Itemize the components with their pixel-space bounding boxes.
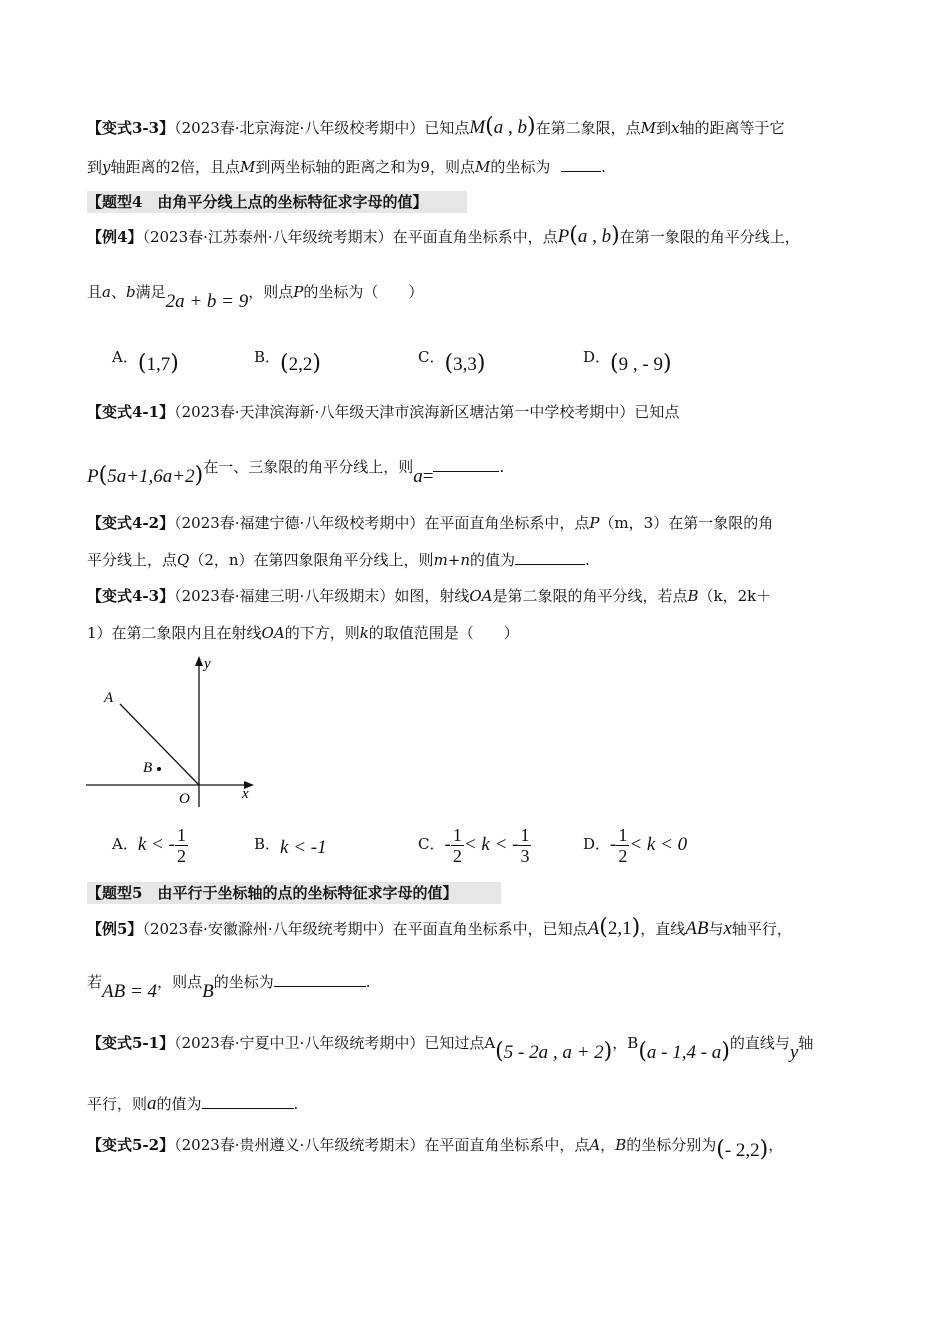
variant-5-1-line-1: 【变式5-1】（2023春·宁夏中卫·八年级统考期中）已知过点A(5 - 2a , a + 2)，B(a - 1,4 - a)的直线与y轴 xyxy=(87,1034,814,1064)
option-a[interactable]: A．(1,7) xyxy=(112,348,179,376)
section-header-4: 【题型4 由角平分线上点的坐标特征求字母的值】 xyxy=(87,191,467,213)
coords: a , b xyxy=(493,117,527,138)
example-4-line-2: 且a、b满足2a + b = 9，则点P的坐标为（ ） xyxy=(87,283,424,312)
option-b[interactable]: B．k < -1 xyxy=(254,835,327,858)
example-5-line-2: 若AB = 4，则点B的坐标为 . xyxy=(87,973,371,1002)
answer-blank[interactable] xyxy=(274,972,366,987)
equation: 2a + b = 9 xyxy=(165,291,249,312)
variant-5-1-line-2: 平行，则a的值为 . xyxy=(87,1093,299,1114)
example-4-line-1: 【例4】（2023春·江苏泰州·八年级统考期末）在平面直角坐标系中，点P(a , b)在第一象限的角平分线上， xyxy=(87,223,800,248)
variant-tag: 【变式3-3】 xyxy=(87,119,175,137)
section-header-5: 【题型5 由平行于坐标轴的点的坐标特征求字母的值】 xyxy=(87,882,501,904)
variant-3-3-line-2: 到y轴距离的2倍，且点M到两坐标轴的距离之和为9，则点M的坐标为 . xyxy=(87,158,606,176)
answer-blank[interactable] xyxy=(433,457,499,472)
option-d[interactable]: D．(9 , - 9) xyxy=(583,348,672,376)
variant-4-1-line-2: P(5a+1,6a+2)在一、三象限的角平分线上，则a= . xyxy=(87,458,505,488)
variant-4-2-line-1: 【变式4-2】（2023春·福建宁德·八年级校考期中）在平面直角坐标系中，点P（m，3）在第一象限的角 xyxy=(87,514,774,532)
label-a: A xyxy=(104,690,114,706)
point-m: M xyxy=(469,117,486,138)
coordinate-figure xyxy=(84,652,264,812)
variant-5-2-line-1: 【变式5-2】（2023春·贵州遵义·八年级统考期末）在平面直角坐标系中，点A，B的坐标分别为(- 2,2)， xyxy=(87,1136,784,1162)
option-b[interactable]: B．(2,2) xyxy=(254,348,321,376)
answer-blank[interactable] xyxy=(515,550,585,565)
option-a[interactable]: A．k < - $\frac{1}{2}$ xyxy=(112,824,186,866)
y-arrow-icon xyxy=(195,656,203,666)
label-x: x xyxy=(242,786,249,802)
variant-3-3-line-1: 【变式3-3】（2023春·北京海淀·八年级校考期中）已知点M(a , b)在第二象限，点M到x轴的距离等于它 xyxy=(87,114,785,139)
example-5-line-1: 【例5】（2023春·安徽滁州·八年级统考期中）在平面直角坐标系中，已知点A(2,1)，直线AB与x轴平行， xyxy=(87,915,792,940)
ray-oa xyxy=(120,704,199,785)
label-y: y xyxy=(204,656,211,672)
answer-blank[interactable] xyxy=(561,157,601,172)
label-o: O xyxy=(179,791,190,807)
variant-4-3-line-2: 1）在第二象限内且在射线OA的下方，则k的取值范围是（ ） xyxy=(87,624,519,642)
variant-4-1-line-1: 【变式4-1】（2023春·天津滨海新·八年级天津市滨海新区塘沽第一中学校考期中）已知点 xyxy=(87,403,680,421)
option-c[interactable]: C．(3,3) xyxy=(418,348,486,376)
source: （2023春·北京海淀·八年级校考期中）已知点 xyxy=(174,119,470,137)
variant-4-2-line-2: 平分线上，点Q（2，n）在第四象限角平分线上，则m+n的值为 . xyxy=(87,551,590,569)
variant-4-3-line-1: 【变式4-3】（2023春·福建三明·八年级期末）如图，射线OA是第二象限的角平分线，若点B（k，2k＋ xyxy=(87,587,772,605)
option-c[interactable]: C．- $\frac{1}{2}$ < k < - $\frac{1}{3}$ xyxy=(418,824,530,866)
answer-blank[interactable] xyxy=(202,1094,294,1109)
point-b xyxy=(157,767,161,771)
option-d[interactable]: D．- $\frac{1}{2}$ < k < 0 xyxy=(583,824,688,866)
label-b: B xyxy=(143,760,153,776)
